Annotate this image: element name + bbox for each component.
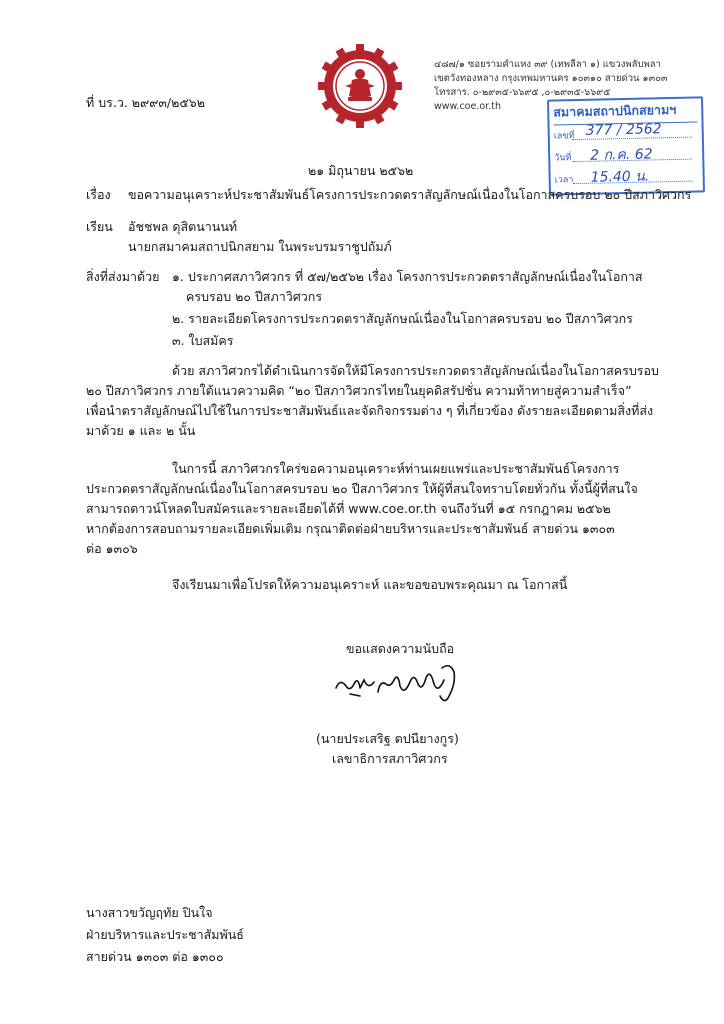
stamp-time-label: เวลา — [554, 175, 574, 186]
body-p2-line-4: หากต้องการสอบถามรายละเอียดเพิ่มเติม กรุณาติดต่อฝ่ายบริหารและประชาสัมพันธ์ สายด่วน ๑๓๐๓ — [86, 521, 615, 536]
website-text: www.coe.or.th — [434, 101, 501, 112]
body-p2-line-1: ในการนี้ สภาวิศวกรใคร่ขอความอนุเคราะห์ท่านเผยแพร่และประชาสัมพันธ์โครงการ — [172, 461, 620, 476]
signer-name: (นายประเสริฐ ตปนียางกูร) — [316, 731, 459, 746]
handwritten-signature-icon — [330, 658, 470, 708]
reference-number: ที่ บร.ว. ๒๙๙๓/๒๕๖๒ — [86, 95, 205, 110]
stamp-date-value: 2 ก.ค. 62 — [590, 146, 653, 164]
body-p1-line-3: เพื่อนำตราสัญลักษณ์ไปใช้ในการประชาสัมพันธ์และจัดกิจกรรมต่าง ๆ ที่เกี่ยวข้อง ดังรายละเอียดตามสิ่งที่ส่ง — [86, 403, 654, 418]
received-stamp — [547, 96, 705, 195]
enclosures-label: สิ่งที่ส่งมาด้วย — [86, 269, 160, 284]
phone-line: โทรสาร. ๐-๒๙๓๕-๖๖๙๕ ,๐-๒๙๓๕-๖๖๙๕ — [434, 87, 611, 98]
contact-name: นางสาวขวัญฤทัย ปินใจ — [86, 905, 213, 920]
contact-dept: ฝ่ายบริหารและประชาสัมพันธ์ — [86, 927, 244, 942]
stamp-no-value: 377 / 2562 — [585, 121, 662, 139]
body-p1-line-4: มาด้วย ๑ และ ๒ นั้น — [86, 423, 196, 438]
stamp-org: สมาคมสถาปนิกสยามฯ — [553, 100, 697, 126]
signer-title: เลขาธิการสภาวิศวกร — [332, 751, 448, 766]
recipient-label: เรียน — [86, 219, 113, 234]
stamp-no-label: เลขที่ — [553, 131, 575, 142]
body-p2-line-5: ต่อ ๑๓๐๖ — [86, 541, 138, 556]
closing-regards: ขอแสดงความนับถือ — [346, 641, 455, 656]
gear-seal-icon — [318, 44, 402, 128]
body-p2-line-2: ประกวดตราสัญลักษณ์เนื่องในโอกาสครบรอบ ๒๐ ปีสภาวิศวกร ให้ผู้ที่สนใจทราบโดยทั่วกัน ทั้งนี้ผู้ที่สนใจ — [86, 481, 638, 496]
body-p1-line-2: ๒๐ ปีสภาวิศวกร ภายใต้แนวความคิด “๒๐ ปีสภาวิศวกรไทยในยุคดิสรัปชั่น ความท้าทายสู่ความสำเร็จ” — [86, 383, 632, 398]
recipient-name: อัชชพล ดุสิตนานนท์ — [128, 219, 238, 234]
enclosure-item-3: ๓. ใบสมัคร — [172, 333, 234, 348]
signature-image — [330, 658, 470, 708]
stamp-time-value: 15.40 น. — [590, 168, 650, 186]
council-logo — [318, 44, 402, 128]
subject-text: ขอความอนุเคราะห์ประชาสัมพันธ์โครงการประกวดตราสัญลักษณ์เนื่องในโอกาสครบรอบ ๒๐ ปีสภาวิศวกร — [128, 187, 692, 202]
stamp-date-label: วันที่ — [554, 153, 572, 164]
address-line-2: เขตวังทองหลาง กรุงเทพมหานคร ๑๐๓๑๐ สายด่วน ๑๓๐๓ — [434, 73, 668, 84]
body-p2-line-3: สามารถดาวน์โหลดใบสมัครและรายละเอียดได้ที่ www.coe.or.th จนถึงวันที่ ๑๕ กรกฎาคม ๒๕๖๒ — [86, 501, 611, 516]
contact-phone: สายด่วน ๑๓๐๓ ต่อ ๑๓๐๐ — [86, 949, 224, 964]
enclosure-item-1-cont: ครบรอบ ๒๐ ปีสภาวิศวกร — [186, 289, 323, 304]
enclosure-item-2: ๒. รายละเอียดโครงการประกวดตราสัญลักษณ์เนื่องในโอกาสครบรอบ ๒๐ ปีสภาวิศวกร — [172, 311, 633, 326]
body-p3: จึงเรียนมาเพื่อโปรดให้ความอนุเคราะห์ และขอขอบพระคุณมา ณ โอกาสนี้ — [172, 577, 568, 592]
enclosure-item-1: ๑. ประกาศสภาวิศวกร ที่ ๕๗/๒๕๖๒ เรื่อง โครงการประกวดตราสัญลักษณ์เนื่องในโอกาส — [172, 269, 643, 284]
recipient-title: นายกสมาคมสถาปนิกสยาม ในพระบรมราชูปถัมภ์ — [128, 239, 392, 254]
letter-date: ๒๑ มิถุนายน ๒๕๖๒ — [308, 163, 414, 178]
address-line-1: ๔๘๗/๑ ซอยรามคำแหง ๓๙ (เทพลีลา ๑) แขวงพลับพลา — [434, 59, 661, 70]
body-p1-line-1: ด้วย สภาวิศวกรได้ดำเนินการจัดให้มีโครงการประกวดตราสัญลักษณ์เนื่องในโอกาสครบรอบ — [172, 363, 659, 378]
subject-label: เรื่อง — [86, 187, 111, 202]
